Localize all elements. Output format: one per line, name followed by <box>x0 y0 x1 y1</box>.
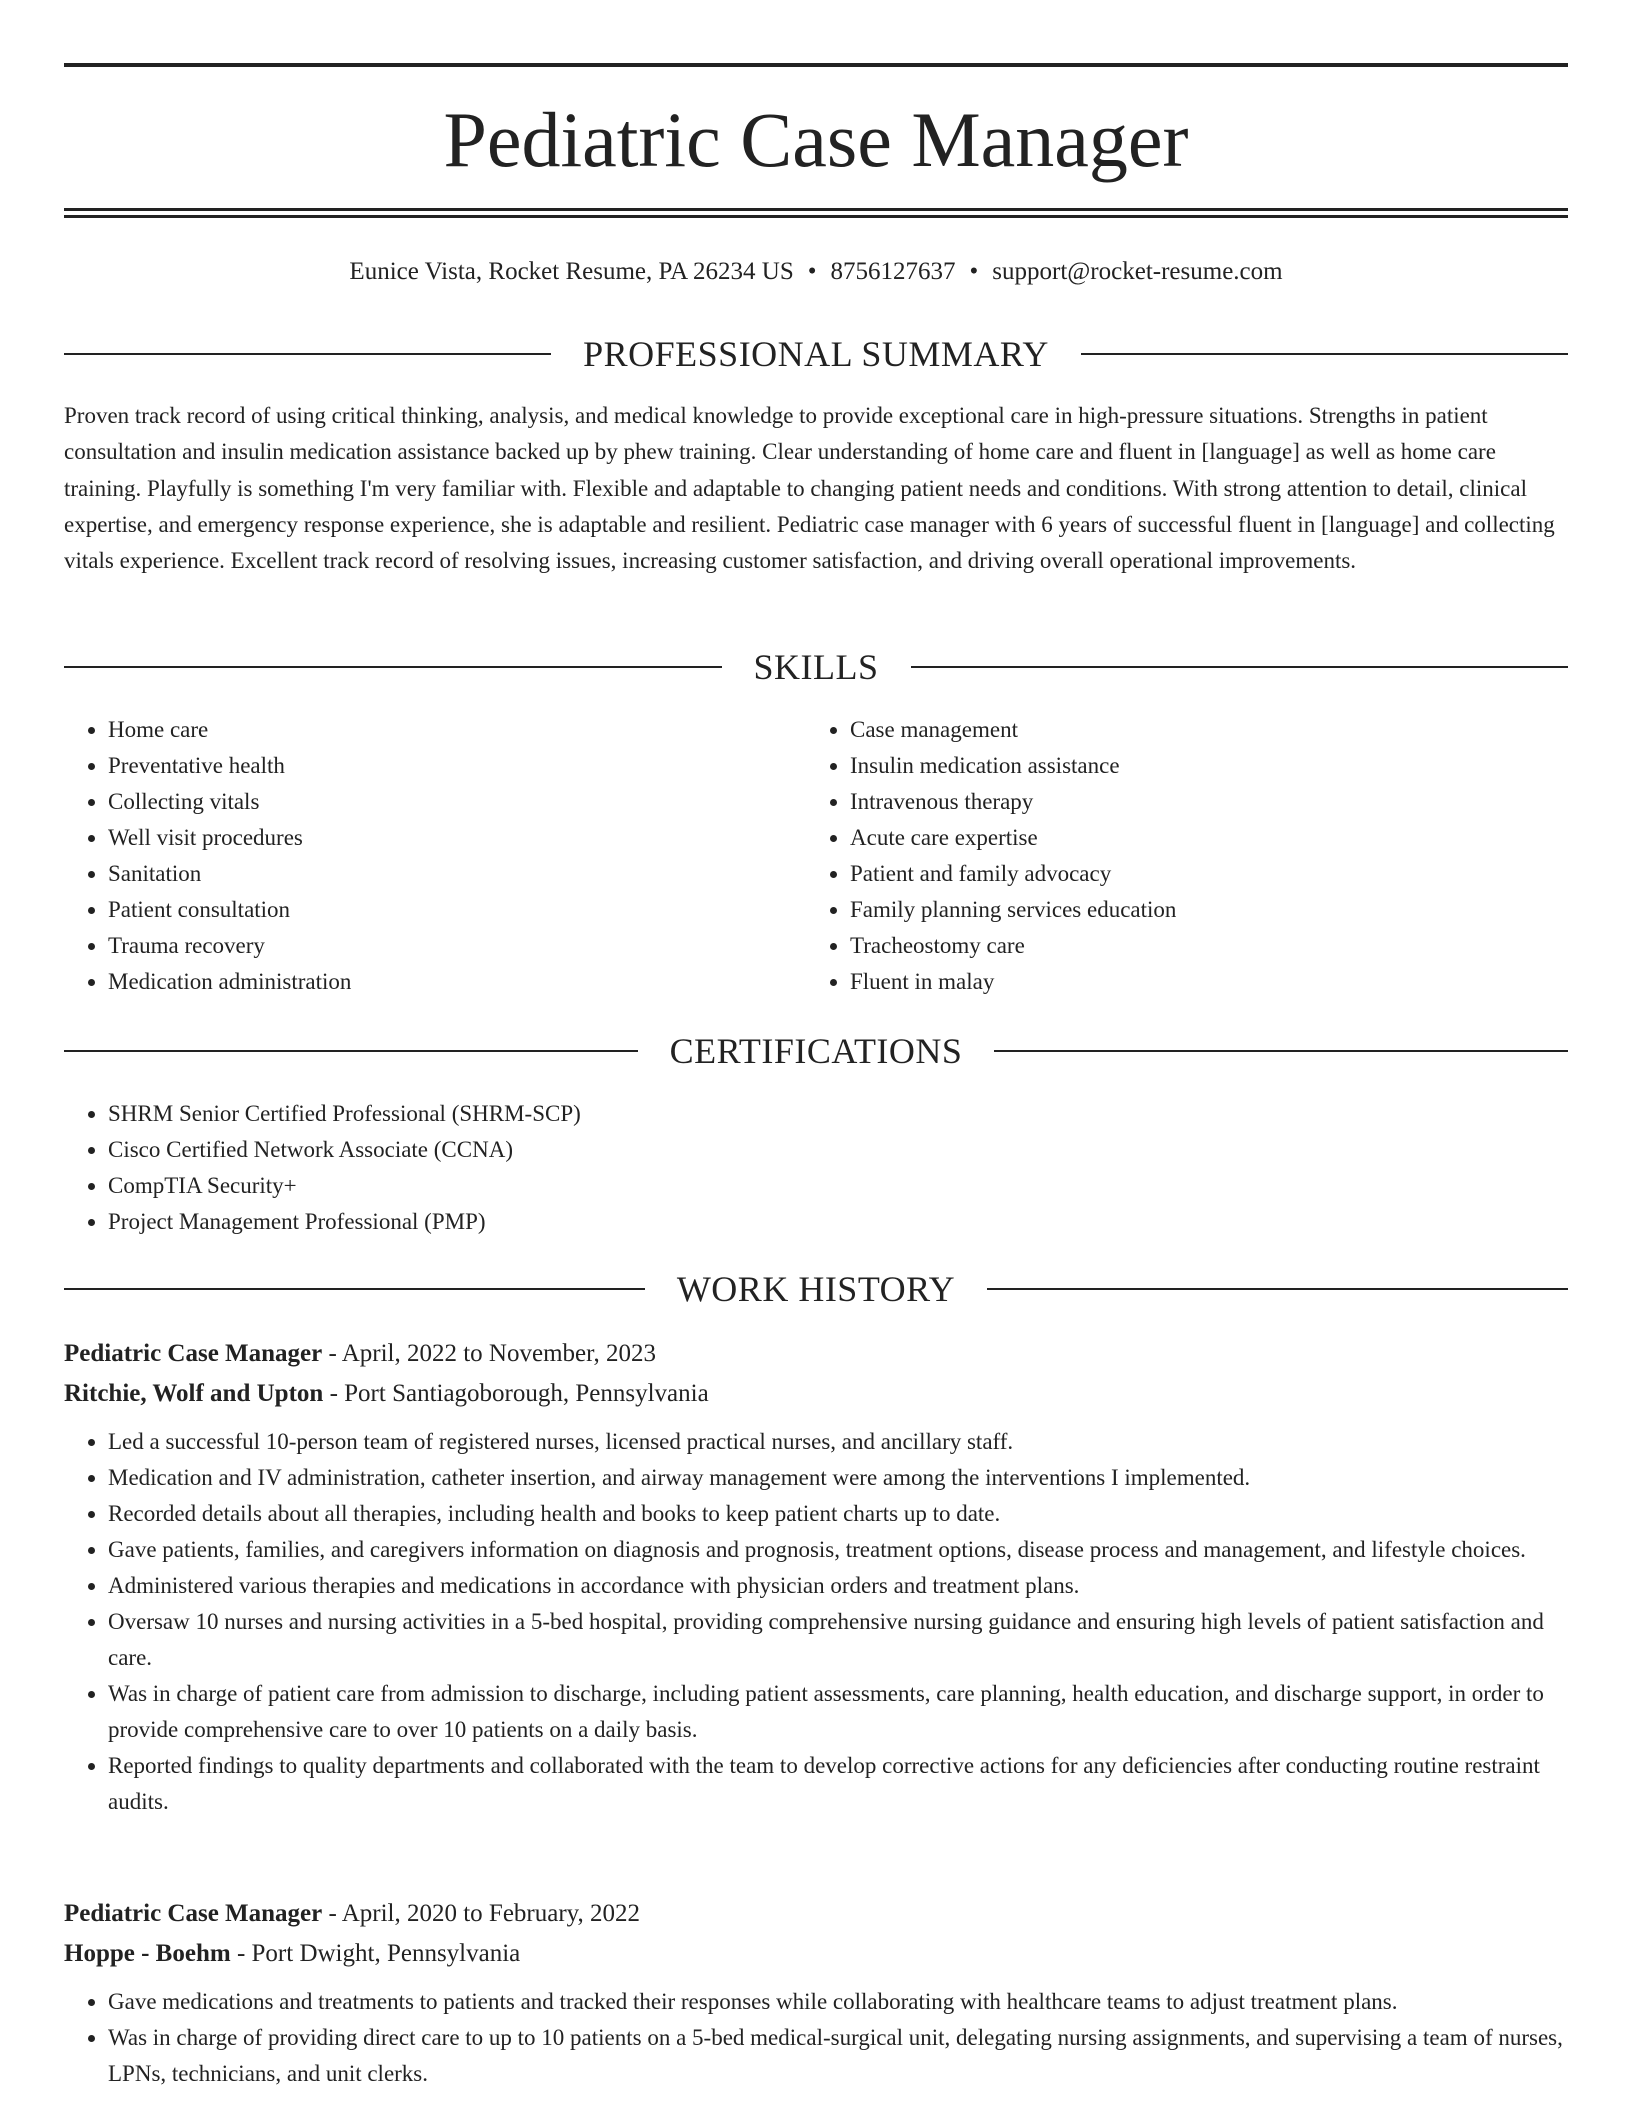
contact-email: support@rocket-resume.com <box>992 258 1283 285</box>
skill-item: • Preventative health <box>108 748 808 784</box>
skill-item: • Patient and family advocacy <box>850 856 1550 892</box>
heading-rule <box>994 1050 1568 1052</box>
certifications-heading-label: CERTIFICATIONS <box>669 1031 963 1071</box>
heading-rule <box>1081 353 1568 355</box>
skills-heading-label: SKILLS <box>753 647 879 687</box>
heading-rule <box>64 666 722 668</box>
certification-item: • Project Management Professional (PMP) <box>108 1204 1568 1240</box>
skill-item: • Tracheostomy care <box>850 928 1550 964</box>
job-location: - Port Dwight, Pennsylvania <box>236 1940 521 1967</box>
job-title-line <box>64 1894 1568 1934</box>
job-employer: Hoppe - Boehm <box>64 1940 231 1967</box>
certifications-heading <box>64 1029 1568 1073</box>
skill-item: • Intravenous therapy <box>850 784 1550 820</box>
skill-item: • Sanitation <box>108 856 808 892</box>
job-employer-line <box>64 1374 1568 1414</box>
skill-item: • Collecting vitals <box>108 784 808 820</box>
job-duties-list <box>64 1424 1568 1820</box>
skill-item: • Case management <box>850 712 1550 748</box>
skills-heading <box>64 645 1568 689</box>
job-title: Pediatric Case Manager <box>64 1900 323 1927</box>
skills-list-left <box>64 712 808 1000</box>
title-double-rule <box>64 208 1568 218</box>
contact-phone: 8756127637 <box>830 258 956 285</box>
job-location: - Port Santiagoborough, Pennsylvania <box>329 1380 709 1407</box>
certifications-list <box>64 1096 1568 1240</box>
certification-item: • Cisco Certified Network Associate (CCNA) <box>108 1132 1568 1168</box>
job-title: Pediatric Case Manager <box>64 1340 323 1367</box>
skill-item: • Fluent in malay <box>850 964 1550 1000</box>
heading-rule <box>64 1050 638 1052</box>
skill-item: • Insulin medication assistance <box>850 748 1550 784</box>
job-duties-list <box>64 1984 1568 2092</box>
job-duty: • Was in charge of patient care from admission to discharge, including patient assessments, care planning, health education, and discharge support, in order to provide comprehensive care to over 10 patients on a daily basis. <box>108 1676 1568 1748</box>
skill-item: • Family planning services education <box>850 892 1550 928</box>
job-duty: • Recorded details about all therapies, including health and books to keep patient charts up to date. <box>108 1496 1568 1532</box>
certification-item: • SHRM Senior Certified Professional (SHRM-SCP) <box>108 1096 1568 1132</box>
summary-heading <box>64 332 1568 376</box>
work-history-heading-label: WORK HISTORY <box>676 1269 956 1309</box>
skill-item: • Well visit procedures <box>108 820 808 856</box>
job-duty: • Reported findings to quality departments and collaborated with the team to develop corrective actions for any deficiencies after conducting routine restraint audits. <box>108 1748 1568 1820</box>
heading-rule <box>987 1288 1568 1290</box>
skill-item: • Trauma recovery <box>108 928 808 964</box>
contact-line <box>64 254 1568 290</box>
job-duty: • Medication and IV administration, catheter insertion, and airway management were among the interventions I implemented. <box>108 1460 1568 1496</box>
job-employer-line <box>64 1934 1568 1974</box>
job-duty: • Gave medications and treatments to patients and tracked their responses while collaborating with healthcare teams to adjust treatment plans. <box>108 1984 1568 2020</box>
contact-address: Eunice Vista, Rocket Resume, PA 26234 US <box>349 258 794 285</box>
skill-item: • Medication administration <box>108 964 808 1000</box>
heading-rule <box>64 353 551 355</box>
job-title-line <box>64 1334 1568 1374</box>
contact-separator: • <box>807 258 817 285</box>
job-duty: • Administered various therapies and medications in accordance with physician orders and treatment plans. <box>108 1568 1568 1604</box>
heading-rule <box>64 1288 645 1290</box>
skill-item: • Home care <box>108 712 808 748</box>
summary-text: Proven track record of using critical thinking, analysis, and medical knowledge to provide exceptional care in high-pressure situations. Strengths in patient consultation and insulin medication assistance backed up by phew training. Clear understanding of home care and fluent in [language] as well as home care training. Playfully is something I'm very familiar with. Flexible and adaptable to changing patient needs and conditions. With strong attention to detail, clinical expertise, and emergency response experience, she is adaptable and resilient. Pediatric case manager with 6 years of successful fluent in [language] and collecting vitals experience. Excellent track record of resolving issues, increasing customer satisfaction, and driving overall operational improvements. <box>64 403 1555 574</box>
job-duty: • Oversaw 10 nurses and nursing activities in a 5-bed hospital, providing comprehensive nursing guidance and ensuring high levels of patient satisfaction and care. <box>108 1604 1568 1676</box>
resume-title: Pediatric Case Manager <box>443 96 1189 183</box>
skills-list-right <box>806 712 1550 1000</box>
skill-item: • Patient consultation <box>108 892 808 928</box>
job-duty: • Was in charge of providing direct care to up to 10 patients on a 5-bed medical-surgical unit, delegating nursing assignments, and supervising a team of nurses, LPNs, technicians, and unit clerks. <box>108 2020 1568 2092</box>
top-rule <box>64 63 1568 67</box>
heading-rule <box>911 666 1569 668</box>
job-duty: • Led a successful 10-person team of registered nurses, licensed practical nurses, and ancillary staff. <box>108 1424 1568 1460</box>
contact-separator: • <box>969 258 979 285</box>
job-dates: - April, 2020 to February, 2022 <box>328 1900 641 1927</box>
job-dates: - April, 2022 to November, 2023 <box>328 1340 656 1367</box>
work-history-heading <box>64 1267 1568 1311</box>
summary-heading-label: PROFESSIONAL SUMMARY <box>583 334 1049 374</box>
job-duty: • Gave patients, families, and caregivers information on diagnosis and prognosis, treatment options, disease process and management, and lifestyle choices. <box>108 1532 1568 1568</box>
job-entry <box>64 1334 1568 1820</box>
job-employer: Ritchie, Wolf and Upton <box>64 1380 324 1407</box>
skill-item: • Acute care expertise <box>850 820 1550 856</box>
certification-item: • CompTIA Security+ <box>108 1168 1568 1204</box>
job-entry <box>64 1894 1568 2092</box>
